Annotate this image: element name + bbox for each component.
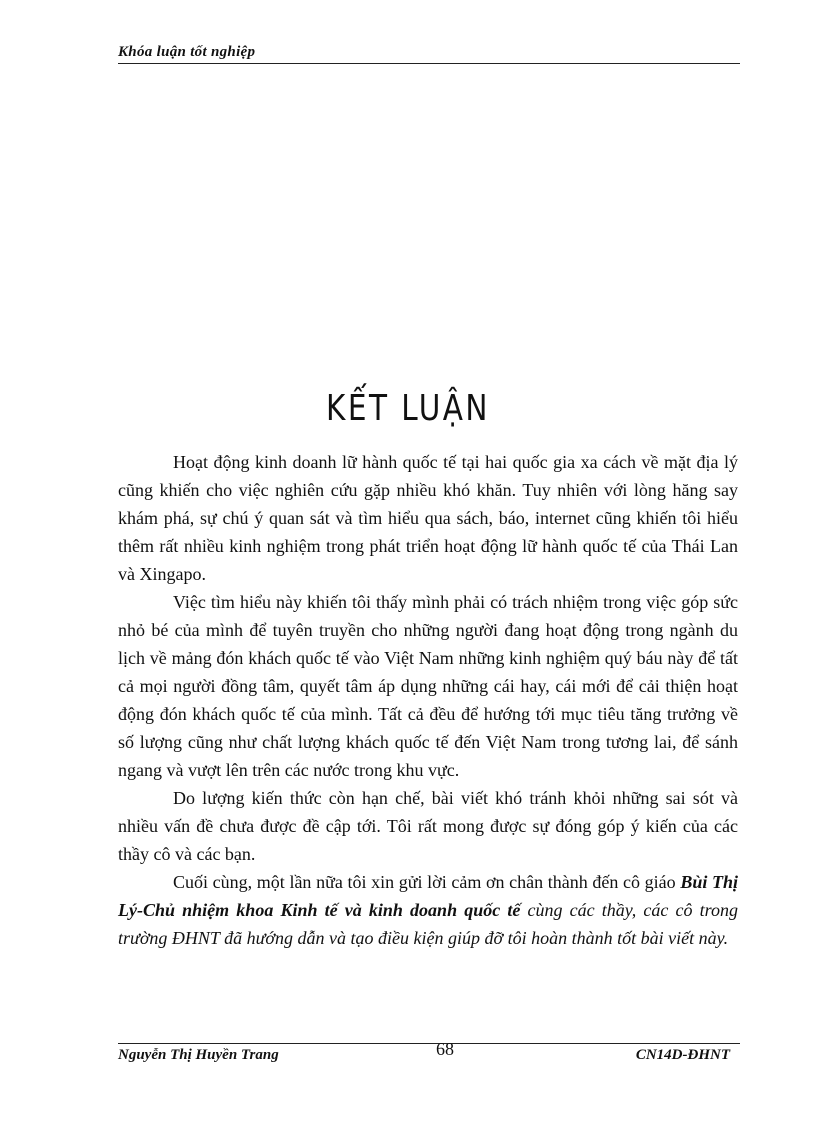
paragraph-3: Do lượng kiến thức còn hạn chế, bài viết khó tránh khỏi những sai sót và nhiều vấn đề chưa được đề cập tới. Tôi rất mong được sự đóng góp ý kiến của các thầy cô và các bạn.	[118, 788, 738, 864]
chapter-title: KẾT LUẬN	[326, 388, 490, 429]
body-text	[118, 448, 738, 952]
footer-rule	[118, 1043, 740, 1044]
page-footer	[118, 1039, 740, 1067]
closing-intro: Cuối cùng, một lần nữa tôi xin gửi lời cảm ơn chân thành đến cô giáo	[173, 872, 681, 892]
paragraph-1: Hoạt động kinh doanh lữ hành quốc tế tại hai quốc gia xa cách về mặt địa lý cũng khiến cho việc nghiên cứu gặp nhiều khó khăn. Tuy nhiên với lòng hăng say khám phá, sự chú ý quan sát và tìm hiểu qua sách, báo, internet cũng khiến tôi hiểu thêm rất nhiều kinh nghiệm trong phát triển hoạt động lữ hành quốc tế của Thái Lan và Xingapo.	[118, 452, 738, 584]
footer-author: Nguyễn Thị Huyền Trang	[118, 1047, 279, 1063]
footer-class-code: CN14D-ĐHNT	[635, 1047, 730, 1063]
header-rule	[118, 63, 740, 64]
page-header	[118, 44, 740, 64]
closing-rest: cùng các thầy, các cô trong trường ĐHNT đã hướng dẫn và tạo điều kiện giúp đỡ tôi hoàn thành tốt bài viết này.	[118, 900, 738, 948]
closing-teacher: Bùi Thị Lý-Chủ nhiệm khoa Kinh tế và kinh doanh quốc tế	[118, 872, 739, 920]
header-title: Khóa luận tốt nghiệp	[118, 44, 256, 60]
paragraph-2: Việc tìm hiểu này khiến tôi thấy mình phải có trách nhiệm trong việc góp sức nhỏ bé của mình để tuyên truyền cho những người đang hoạt động trong ngành du lịch về mảng đón khách quốc tế vào Việt Nam những kinh nghiệm quý báu này để tất cả mọi người đồng tâm, quyết tâm áp dụng những cái hay, cái mới để cải thiện hoạt động đón khách quốc tế của mình. Tất cả đều để hướng tới mục tiêu tăng trưởng về số lượng cũng như chất lượng khách quốc tế đến Việt Nam trong tương lai, để sánh ngang và vượt lên trên các nước trong khu vực.	[118, 592, 738, 780]
page-number: 68	[436, 1039, 454, 1059]
paragraph-closing	[118, 868, 738, 952]
